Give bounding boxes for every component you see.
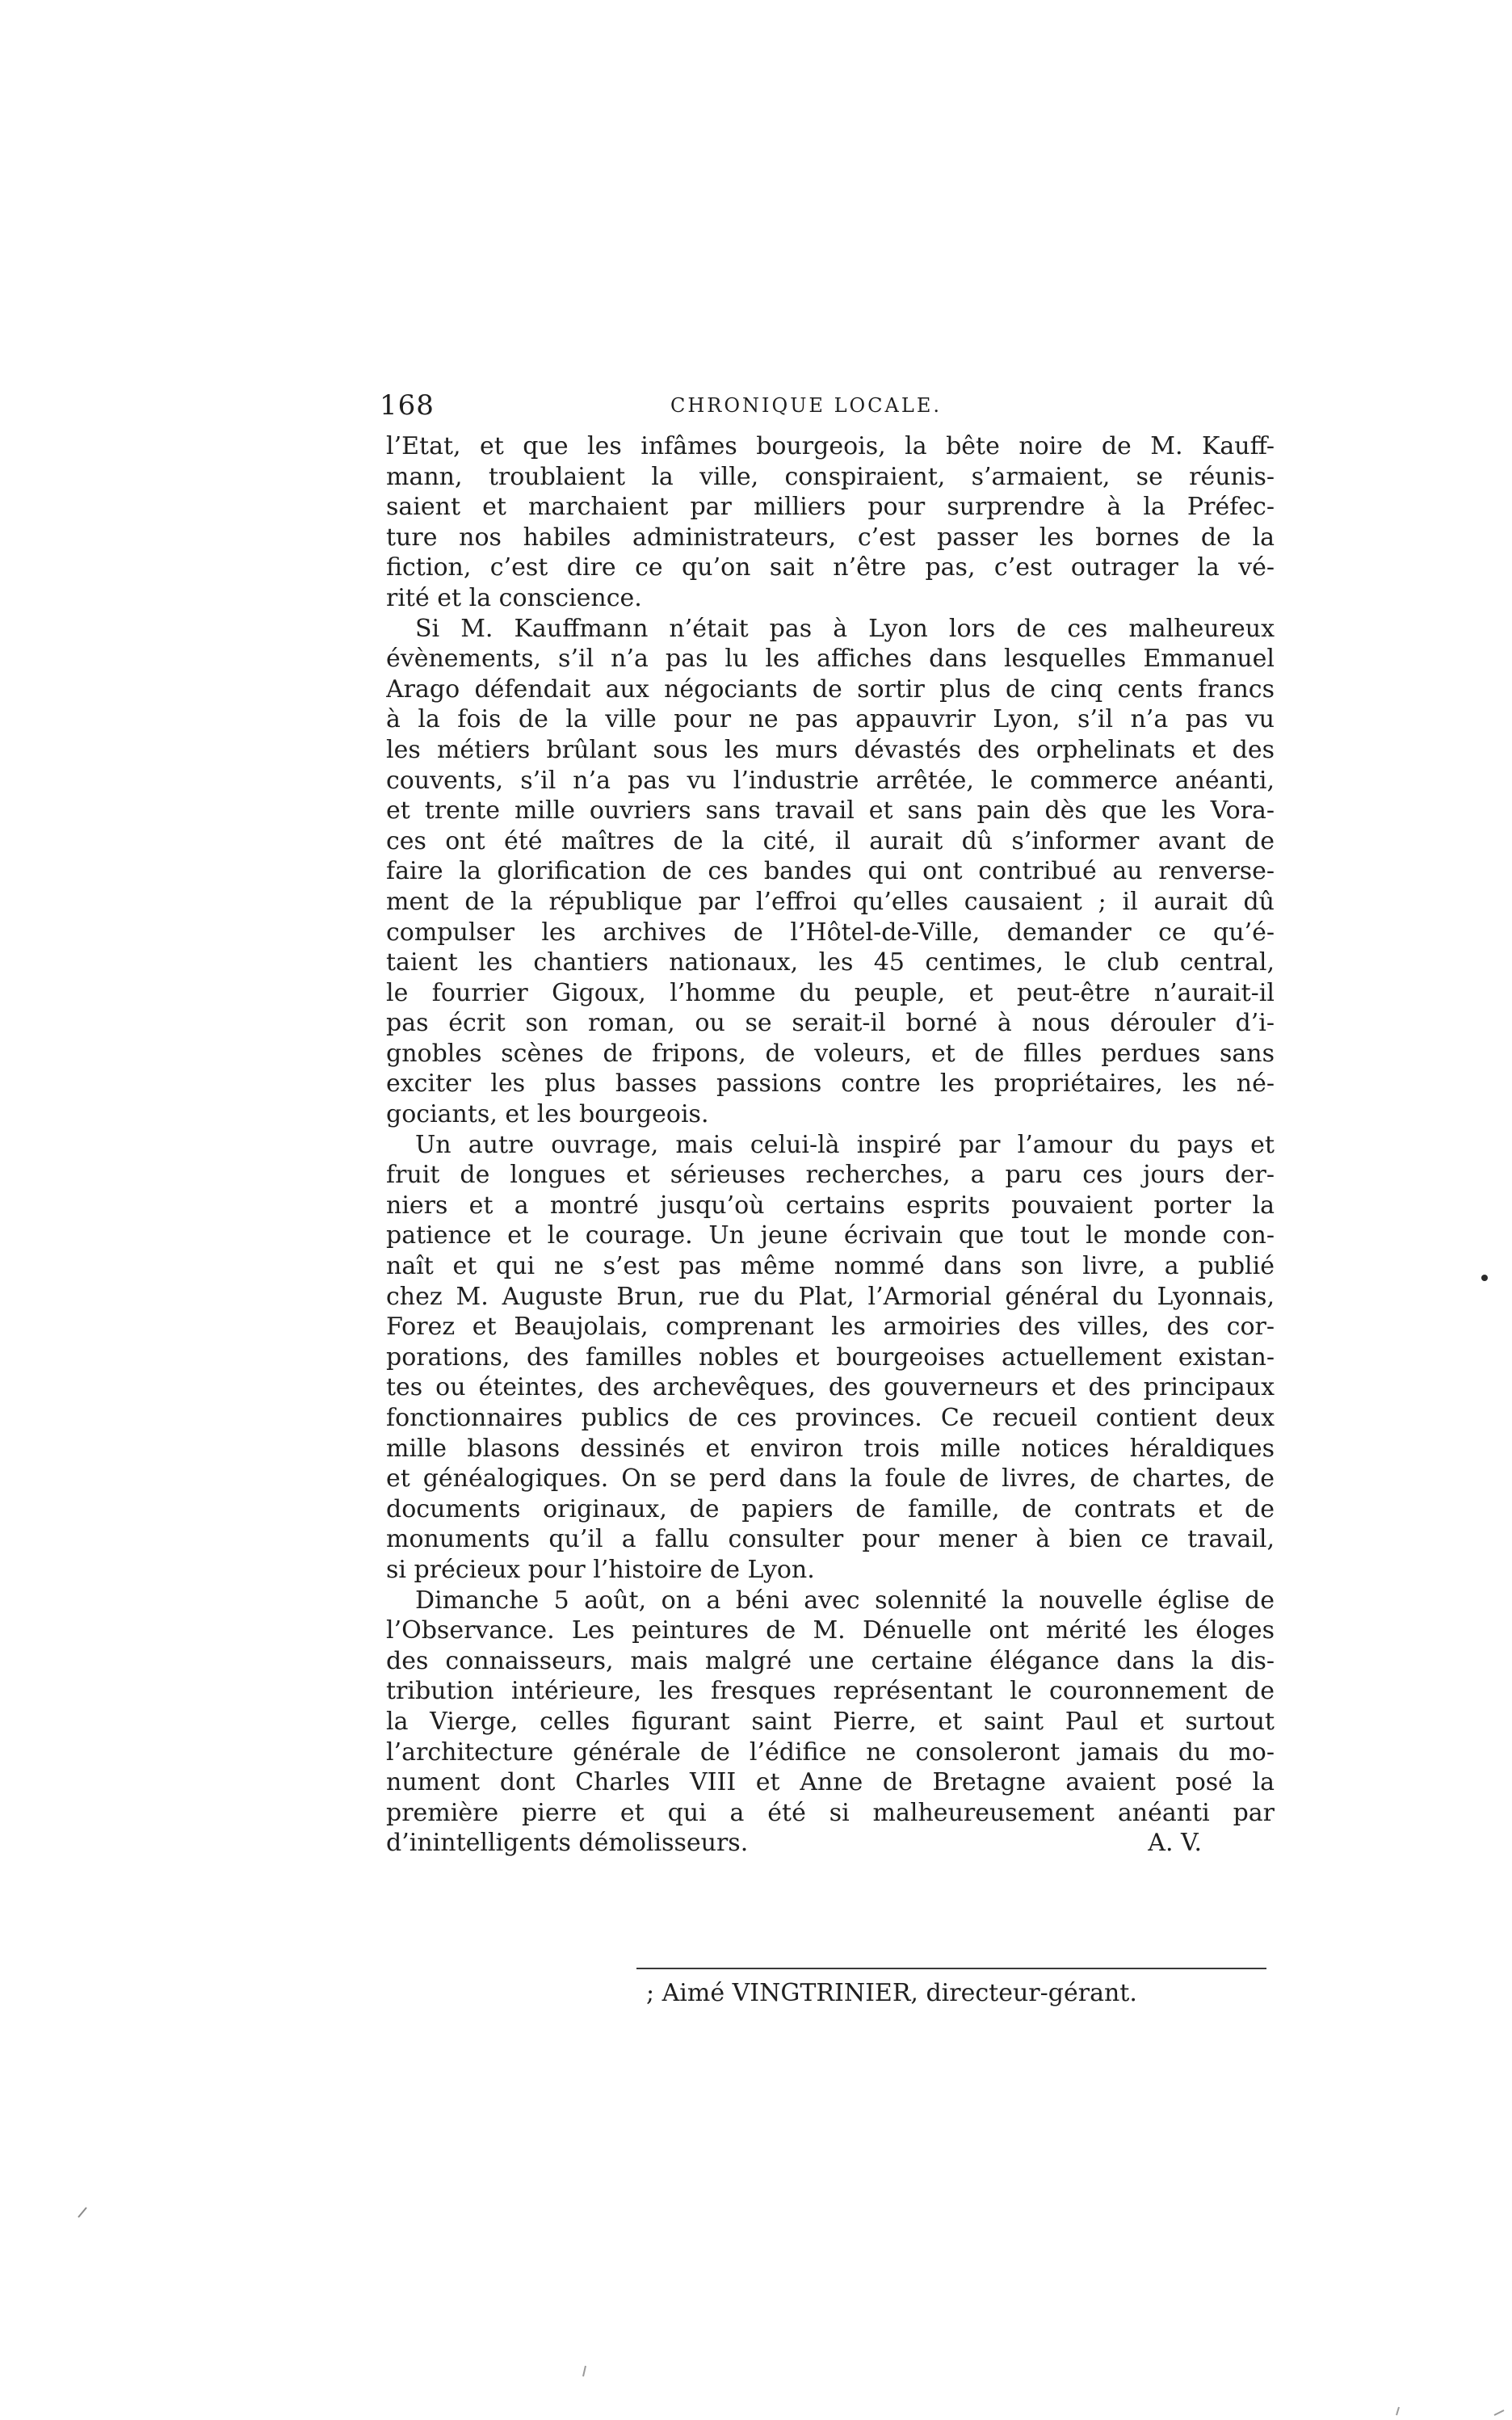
margin-scratch bbox=[78, 2208, 86, 2217]
text-line: patience et le courage. Un jeune écrivain que tout le monde con- bbox=[386, 1221, 1275, 1250]
text-line: évènements, s’il n’a pas lu les affiches dans lesquelles Emmanuel bbox=[386, 645, 1275, 674]
closing-text: d’inintelligents démolisseurs. bbox=[386, 1829, 749, 1858]
text-line: l’Observance. Les peintures de M. Dénuelle ont mérité les éloges bbox=[386, 1616, 1275, 1645]
text-line: la Vierge, celles figurant saint Pierre, et saint Paul et surtout bbox=[386, 1707, 1275, 1736]
text-line: documents originaux, de papiers de famille, de contrats et de bbox=[386, 1494, 1275, 1523]
text-line: saient et marchaient par milliers pour surprendre à la Préfec- bbox=[386, 493, 1275, 522]
text-line: le fourrier Gigoux, l’homme du peuple, et peut-être n’aurait-il bbox=[386, 978, 1275, 1007]
text-line: couvents, s’il n’a pas vu l’industrie arrêtée, le commerce anéanti, bbox=[386, 766, 1275, 795]
text-line: si précieux pour l’histoire de Lyon. bbox=[386, 1555, 815, 1584]
text-line: et généalogiques. On se perd dans la foule de livres, de chartes, de bbox=[386, 1464, 1275, 1494]
text-line: l’Etat, et que les infâmes bourgeois, la bête noire de M. Kauff- bbox=[386, 432, 1275, 460]
paragraph-start-line: Un autre ouvrage, mais celui-là inspiré par l’amour du pays et bbox=[415, 1130, 1275, 1159]
text-line: niers et a montré jusqu’où certains esprits pouvaient porter la bbox=[386, 1191, 1275, 1220]
text-line: l’architecture générale de l’édifice ne consoleront jamais du mo- bbox=[386, 1737, 1275, 1767]
margin-scratch bbox=[1396, 2407, 1399, 2415]
text-line: mille blasons dessinés et environ trois mille notices héraldiques bbox=[386, 1434, 1275, 1463]
page-number: 168 bbox=[380, 389, 435, 422]
text-line: fiction, c’est dire ce qu’on sait n’être pas, c’est outrager la vé- bbox=[386, 553, 1275, 582]
text-line: monuments qu’il a fallu consulter pour mener à bien ce travail, bbox=[386, 1525, 1275, 1554]
publisher-signature: ; Aimé VINGTRINIER, directeur-gérant. bbox=[646, 1979, 1137, 2007]
text-line: tes ou éteintes, des archevêques, des gouverneurs et des principaux bbox=[386, 1373, 1275, 1402]
text-line: nument dont Charles VIII et Anne de Bretagne avaient posé la bbox=[386, 1768, 1275, 1797]
text-line: porations, des familles nobles et bourgeoises actuellement existan- bbox=[386, 1342, 1275, 1372]
text-line: faire la glorification de ces bandes qui ont contribué au renverse- bbox=[386, 857, 1275, 886]
text-line: naît et qui ne s’est pas même nommé dans son livre, a publié bbox=[386, 1252, 1275, 1281]
running-title: CHRONIQUE LOCALE. bbox=[670, 394, 942, 417]
text-line: compulser les archives de l’Hôtel-de-Ville, demander ce qu’é- bbox=[386, 918, 1275, 947]
text-line: fruit de longues et sérieuses recherches, a paru ces jours der- bbox=[386, 1161, 1275, 1190]
author-initials: A. V. bbox=[1148, 1829, 1202, 1858]
text-line: taient les chantiers nationaux, les 45 centimes, le club central, bbox=[386, 948, 1275, 977]
margin-scratch bbox=[1494, 2410, 1504, 2415]
paragraph-start-line: Dimanche 5 août, on a béni avec solennité la nouvelle église de bbox=[415, 1586, 1275, 1615]
text-line: les métiers brûlant sous les murs dévastés des orphelinats et des bbox=[386, 735, 1275, 764]
text-line: gnobles scènes de fripons, de voleurs, et de filles perdues sans bbox=[386, 1039, 1275, 1068]
text-line: et trente mille ouvriers sans travail et sans pain dès que les Vora- bbox=[386, 796, 1275, 826]
text-line: ment de la république par l’effroi qu’elles causaient ; il aurait dû bbox=[386, 887, 1275, 916]
text-line: première pierre et qui a été si malheureusement anéanti par bbox=[386, 1798, 1275, 1827]
paragraph-start-line: Si M. Kauffmann n’était pas à Lyon lors de ces malheureux bbox=[415, 614, 1275, 643]
text-line: des connaisseurs, mais malgré une certaine élégance dans la dis- bbox=[386, 1646, 1275, 1675]
text-line: ces ont été maîtres de la cité, il aurait dû s’informer avant de bbox=[386, 826, 1275, 855]
text-line: Arago défendait aux négociants de sortir plus de cinq cents francs bbox=[386, 674, 1275, 704]
text-line: rité et la conscience. bbox=[386, 583, 642, 612]
text-line: gociants, et les bourgeois. bbox=[386, 1100, 709, 1129]
text-line: Forez et Beaujolais, comprenant les armoiries des villes, des cor- bbox=[386, 1313, 1275, 1342]
text-line: exciter les plus basses passions contre les propriétaires, les né- bbox=[386, 1069, 1275, 1099]
margin-scratch bbox=[583, 2366, 586, 2376]
text-line: tribution intérieure, les fresques représentant le couronnement de bbox=[386, 1677, 1275, 1706]
text-line: pas écrit son roman, ou se serait-il borné à nous dérouler d’i- bbox=[386, 1009, 1275, 1038]
text-line: mann, troublaient la ville, conspiraient, s’armaient, se réunis- bbox=[386, 462, 1275, 491]
text-line: à la fois de la ville pour ne pas appauvrir Lyon, s’il n’a pas vu bbox=[386, 705, 1275, 734]
text-line: chez M. Auguste Brun, rue du Plat, l’Armorial général du Lyonnais, bbox=[386, 1282, 1275, 1311]
margin-dot bbox=[1481, 1275, 1488, 1281]
text-line: ture nos habiles administrateurs, c’est passer les bornes de la bbox=[386, 523, 1275, 552]
text-line: fonctionnaires publics de ces provinces. Ce recueil contient deux bbox=[386, 1404, 1275, 1432]
